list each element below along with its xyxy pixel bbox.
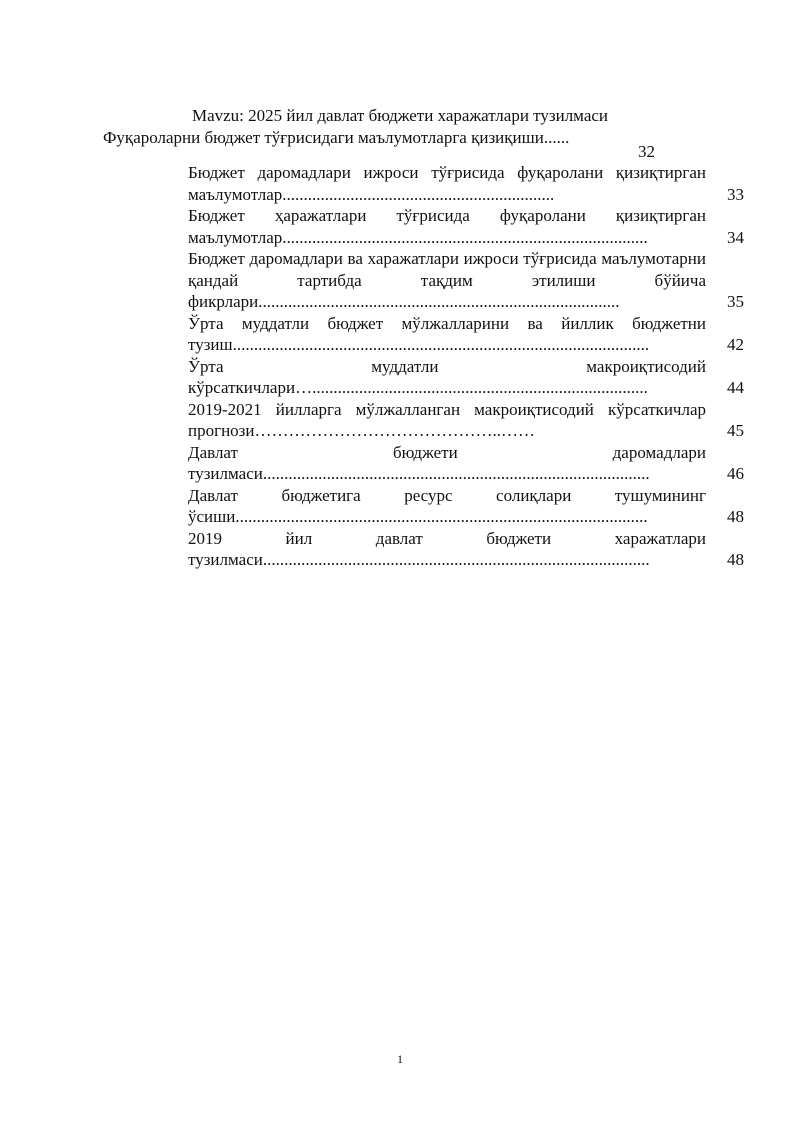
toc-entry bbox=[188, 485, 748, 528]
toc-entry-text: Бюджет даромадлари ва харажатлари ижроси тўғрисида маълумотарни қандай тартибда тақдим этилиши бўйича фикрлари..................................................................................... bbox=[188, 249, 706, 311]
page-title: Mavzu: 2025 йил давлат бюджети харажатлари тузилмаси bbox=[191, 106, 609, 125]
toc-entry-page-number: 34 bbox=[727, 227, 744, 247]
toc-entry-text: 2019 йил давлат бюджети харажатлари тузилмаси........................................................................................... bbox=[188, 528, 706, 569]
toc-entry-text: Ўрта муддатли бюджет мўлжалларини ва йиллик бюджетни тузиш.................................................................................................. bbox=[188, 313, 706, 354]
footer-page-number: 1 bbox=[397, 1052, 403, 1066]
toc-intro-text: Фуқароларни бюджет тўғрисидаги маълумотларга қизиқиши...... bbox=[103, 128, 570, 147]
toc-entry-page-number: 42 bbox=[727, 335, 744, 354]
toc-entry-text: Давлат бюджети даромадлари тузилмаси........................................................................................... bbox=[188, 442, 706, 483]
table-of-contents bbox=[188, 162, 748, 571]
toc-entry bbox=[188, 528, 748, 571]
toc-entry-page-number: 33 bbox=[727, 184, 744, 204]
toc-entry bbox=[188, 313, 748, 356]
toc-entry-page-number: 44 bbox=[727, 378, 744, 397]
toc-entry-page-number: 46 bbox=[727, 464, 744, 483]
toc-entry bbox=[188, 205, 748, 248]
toc-entry-text: Бюджет даромадлари ижроси тўғрисида фуқаролани қизиқтирган маълумотлар................................................................ bbox=[188, 163, 706, 204]
toc-entry-text: Бюджет ҳаражатлари тўғрисида фуқаролани қизиқтирган маълумотлар...................................................................................... bbox=[188, 206, 706, 247]
toc-entry bbox=[188, 442, 748, 485]
toc-entry bbox=[188, 356, 748, 399]
toc-entry-text: 2019-2021 йилларга мўлжалланган макроиқтисодий кўрсаткичлар прогнози……………………………………..…… bbox=[188, 399, 706, 440]
toc-entry-text: Давлат бюджетига ресурс солиқлари тушумининг ўсиши................................................................................................. bbox=[188, 485, 706, 526]
toc-entry-page-number: 48 bbox=[727, 507, 744, 526]
toc-entry bbox=[188, 399, 748, 442]
toc-intro-page-number: 32 bbox=[638, 142, 655, 161]
toc-entry-page-number: 48 bbox=[727, 550, 744, 569]
toc-entry-text: Ўрта муддатли макроиқтисодий кўрсаткичлари…............................................................................... bbox=[188, 356, 706, 397]
toc-entry-page-number: 45 bbox=[727, 421, 744, 440]
toc-entry bbox=[188, 248, 748, 313]
toc-entry bbox=[188, 162, 748, 205]
toc-entry-page-number: 35 bbox=[727, 292, 744, 311]
